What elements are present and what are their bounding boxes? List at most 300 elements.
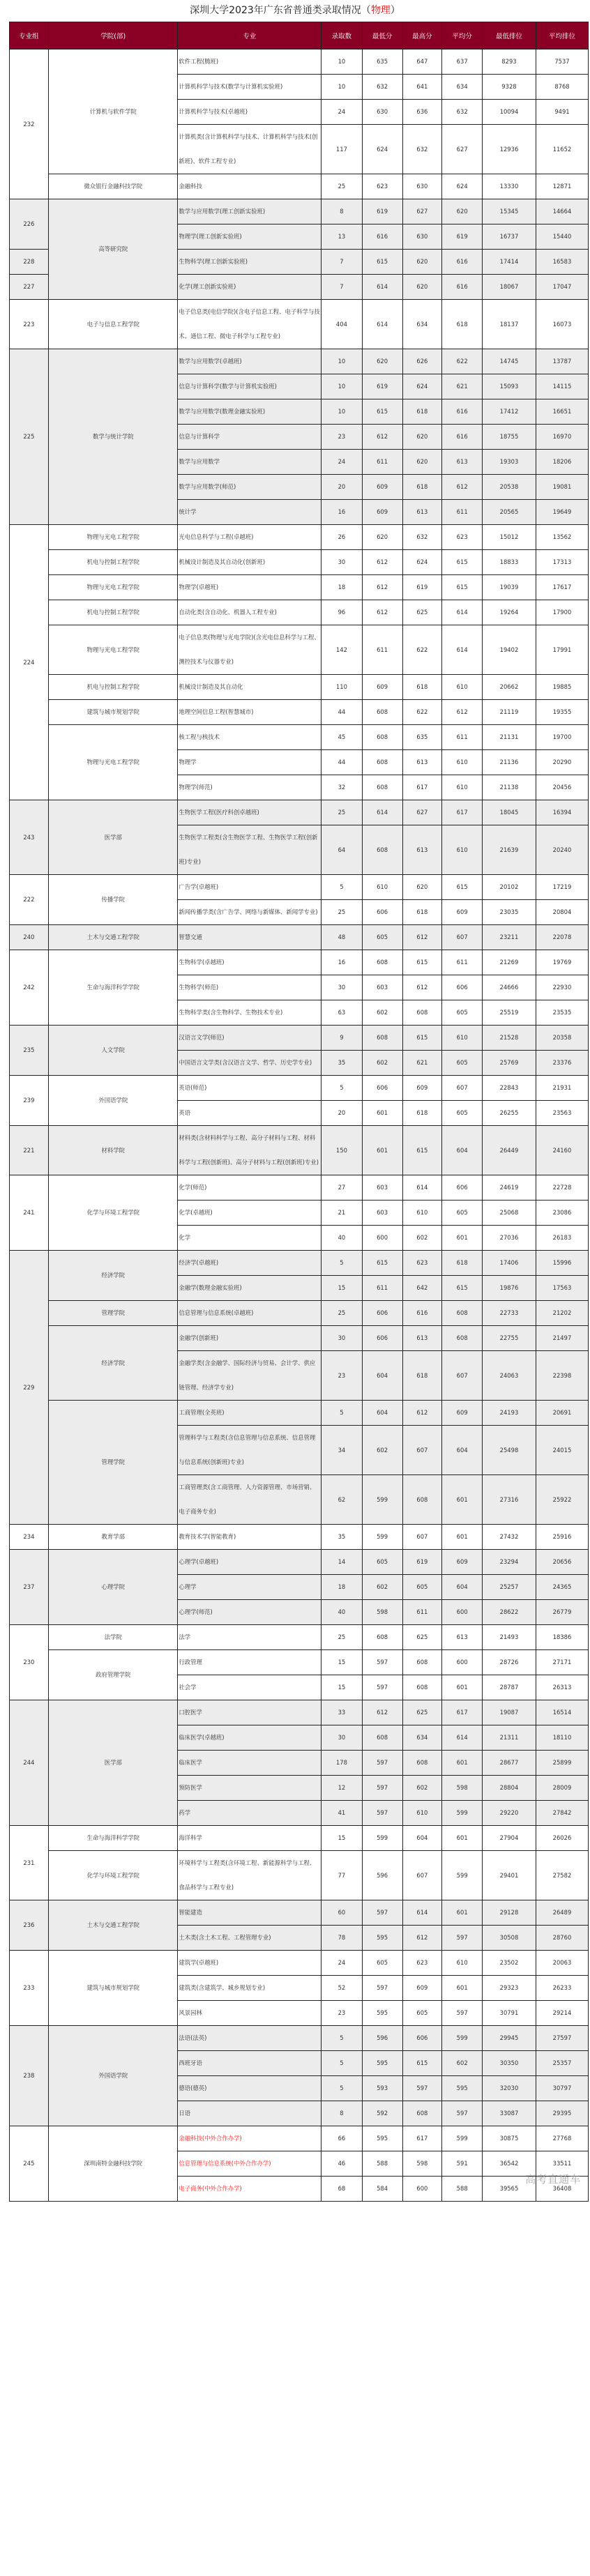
- max-score: 617: [402, 2126, 441, 2151]
- min-score: 606: [362, 1076, 402, 1101]
- min-rank: 21269: [483, 950, 536, 975]
- avg-score: 617: [442, 1700, 483, 1725]
- avg-rank: 27768: [536, 2126, 589, 2151]
- max-score: 616: [402, 1301, 441, 1326]
- min-score: 608: [362, 700, 402, 725]
- avg-score: 601: [442, 1976, 483, 2001]
- avg-score: 599: [442, 2026, 483, 2051]
- group-code: 233: [9, 1951, 48, 2026]
- max-score: 618: [402, 475, 441, 500]
- min-score: 614: [362, 300, 402, 349]
- college-name: 计算机与软件学院: [49, 49, 178, 174]
- min-rank: 30350: [483, 2051, 536, 2076]
- avg-rank: 27842: [536, 1801, 589, 1826]
- min-rank: 27432: [483, 1525, 536, 1550]
- min-score: 605: [362, 925, 402, 950]
- avg-score: 598: [442, 1776, 483, 1801]
- min-score: 608: [362, 725, 402, 750]
- min-score: 595: [362, 2001, 402, 2026]
- group-code: 224: [9, 525, 48, 800]
- min-rank: 10094: [483, 100, 536, 125]
- min-score: 609: [362, 475, 402, 500]
- major-name: 风景园林: [178, 2001, 322, 2026]
- group-code: 240: [9, 925, 48, 950]
- header-max-score: 最高分: [402, 22, 441, 49]
- admitted-count: 34: [322, 1426, 362, 1475]
- max-score: 607: [402, 1851, 441, 1900]
- admitted-count: 35: [322, 1051, 362, 1076]
- min-rank: 9328: [483, 75, 536, 100]
- header-avg-rank: 平均排位: [536, 22, 589, 49]
- min-score: 611: [362, 625, 402, 675]
- max-score: 618: [402, 675, 441, 700]
- college-name: 心理学院: [49, 1550, 178, 1625]
- avg-rank: 24365: [536, 1575, 589, 1600]
- min-score: 597: [362, 1776, 402, 1801]
- header-admitted: 录取数: [322, 22, 362, 49]
- avg-rank: 19081: [536, 475, 589, 500]
- min-score: 597: [362, 1976, 402, 2001]
- min-score: 603: [362, 1175, 402, 1201]
- admitted-count: 10: [322, 349, 362, 374]
- admitted-count: 45: [322, 725, 362, 750]
- avg-score: 615: [442, 550, 483, 575]
- min-rank: 27904: [483, 1826, 536, 1851]
- admitted-count: 40: [322, 1226, 362, 1251]
- avg-rank: 13787: [536, 349, 589, 374]
- group-code: 241: [9, 1175, 48, 1251]
- min-rank: 20102: [483, 875, 536, 900]
- max-score: 606: [402, 2026, 441, 2051]
- max-score: 608: [402, 1751, 441, 1776]
- avg-rank: 29395: [536, 2101, 589, 2126]
- min-score: 599: [362, 1475, 402, 1525]
- admitted-count: 7: [322, 275, 362, 300]
- max-score: 620: [402, 275, 441, 300]
- min-score: 588: [362, 2151, 402, 2177]
- avg-score: 632: [442, 100, 483, 125]
- min-rank: 15093: [483, 374, 536, 399]
- max-score: 618: [402, 900, 441, 925]
- min-score: 605: [362, 1951, 402, 1976]
- major-name: 数学与应用数学(理工创新实验班): [178, 199, 322, 224]
- table-row: [9, 1401, 589, 1426]
- major-name: 智慧交通: [178, 925, 322, 950]
- college-name: 电子与信息工程学院: [49, 300, 178, 349]
- avg-score: 609: [442, 1550, 483, 1575]
- min-score: 608: [362, 950, 402, 975]
- college-name: 化学与环境工程学院: [49, 1851, 178, 1900]
- max-score: 608: [402, 1650, 441, 1675]
- major-name: 生物科学类(含生物科学、生物技术专业): [178, 1000, 322, 1026]
- admitted-count: 23: [322, 2001, 362, 2026]
- min-score: 603: [362, 1201, 402, 1226]
- admitted-count: 10: [322, 374, 362, 399]
- admitted-count: 41: [322, 1801, 362, 1826]
- major-name: 自动化类(含自动化、机器人工程专业): [178, 600, 322, 625]
- max-score: 615: [402, 1126, 441, 1175]
- college-name: 化学与环境工程学院: [49, 1175, 178, 1251]
- major-name: 生物医学工程(医疗科创卓越班): [178, 800, 322, 825]
- avg-score: 621: [442, 374, 483, 399]
- major-name: 法学: [178, 1625, 322, 1650]
- major-name: 新闻传播学类(含广告学、网络与新媒体、新闻学专业): [178, 900, 322, 925]
- min-rank: 28804: [483, 1776, 536, 1801]
- group-code: 243: [9, 800, 48, 875]
- major-name: 数学与应用数学(数理金融实验班): [178, 399, 322, 425]
- table-row: [9, 1076, 589, 1101]
- min-score: 602: [362, 1051, 402, 1076]
- min-score: 623: [362, 174, 402, 199]
- major-name: 汉语言文学(师范): [178, 1026, 322, 1051]
- avg-rank: 25899: [536, 1751, 589, 1776]
- max-score: 620: [402, 425, 441, 450]
- min-rank: 27036: [483, 1226, 536, 1251]
- college-name: 机电与控制工程学院: [49, 600, 178, 625]
- avg-score: 616: [442, 425, 483, 450]
- min-rank: 21136: [483, 750, 536, 775]
- avg-score: 614: [442, 1725, 483, 1751]
- max-score: 617: [402, 775, 441, 800]
- max-score: 635: [402, 725, 441, 750]
- avg-rank: 25916: [536, 1525, 589, 1550]
- avg-score: 610: [442, 750, 483, 775]
- table-row: [9, 2126, 589, 2151]
- min-score: 601: [362, 1126, 402, 1175]
- avg-rank: 18110: [536, 1725, 589, 1751]
- min-rank: 18067: [483, 275, 536, 300]
- major-name: 电子信息类(电信学院)(含电子信息工程、电子科学与技术、通信工程、微电子科学与工程专业): [178, 300, 322, 349]
- min-rank: 24666: [483, 975, 536, 1000]
- admitted-count: 10: [322, 399, 362, 425]
- group-code: 226: [9, 199, 48, 250]
- min-rank: 19087: [483, 1700, 536, 1725]
- max-score: 622: [402, 700, 441, 725]
- max-score: 597: [402, 2076, 441, 2101]
- min-rank: 33087: [483, 2101, 536, 2126]
- max-score: 607: [402, 1525, 441, 1550]
- max-score: 614: [402, 1900, 441, 1926]
- admitted-count: 40: [322, 1600, 362, 1625]
- avg-rank: 26233: [536, 1976, 589, 2001]
- max-score: 647: [402, 49, 441, 75]
- max-score: 618: [402, 1351, 441, 1401]
- max-score: 625: [402, 1700, 441, 1725]
- admitted-count: 20: [322, 475, 362, 500]
- avg-rank: 19649: [536, 500, 589, 525]
- admitted-count: 13: [322, 224, 362, 250]
- min-rank: 28677: [483, 1751, 536, 1776]
- table-row: [9, 1026, 589, 1051]
- table-row: [9, 300, 589, 349]
- avg-rank: 25357: [536, 2051, 589, 2076]
- admitted-count: 7: [322, 250, 362, 275]
- min-score: 601: [362, 1101, 402, 1126]
- avg-score: 607: [442, 1351, 483, 1401]
- avg-score: 608: [442, 1301, 483, 1326]
- avg-rank: 7537: [536, 49, 589, 75]
- college-name: 政府管理学院: [49, 1650, 178, 1700]
- admitted-count: 5: [322, 1251, 362, 1276]
- college-name: 建筑与城市规划学院: [49, 1951, 178, 2026]
- admitted-count: 30: [322, 550, 362, 575]
- group-code: 244: [9, 1700, 48, 1826]
- min-score: 612: [362, 550, 402, 575]
- max-score: 612: [402, 1926, 441, 1951]
- college-name: 土木与交通工程学院: [49, 925, 178, 950]
- avg-rank: 13562: [536, 525, 589, 550]
- max-score: 600: [402, 2177, 441, 2202]
- college-name: 物理与光电工程学院: [49, 725, 178, 800]
- table-row: [9, 1700, 589, 1725]
- min-score: 614: [362, 800, 402, 825]
- max-score: 610: [402, 1201, 441, 1226]
- avg-rank: 26183: [536, 1226, 589, 1251]
- avg-rank: 26026: [536, 1826, 589, 1851]
- title-end: ）: [390, 5, 400, 16]
- avg-score: 613: [442, 450, 483, 475]
- avg-rank: 20656: [536, 1550, 589, 1575]
- avg-score: 604: [442, 1426, 483, 1475]
- min-score: 632: [362, 75, 402, 100]
- admitted-count: 33: [322, 1700, 362, 1725]
- major-name: 统计学: [178, 500, 322, 525]
- major-name: 光电信息科学与工程(卓越班): [178, 525, 322, 550]
- max-score: 627: [402, 800, 441, 825]
- table-row: [9, 1126, 589, 1175]
- avg-rank: 28760: [536, 1926, 589, 1951]
- avg-score: 591: [442, 2151, 483, 2177]
- major-name: 数学与应用数学(师范): [178, 475, 322, 500]
- avg-score: 615: [442, 875, 483, 900]
- max-score: 630: [402, 174, 441, 199]
- header-min-rank: 最低排位: [483, 22, 536, 49]
- avg-score: 595: [442, 2076, 483, 2101]
- avg-rank: 21202: [536, 1301, 589, 1326]
- min-score: 620: [362, 525, 402, 550]
- min-score: 611: [362, 450, 402, 475]
- major-name: 环境科学与工程类(含环境工程、新能源科学与工程、食品科学与工程专业): [178, 1851, 322, 1900]
- admitted-count: 117: [322, 125, 362, 174]
- max-score: 618: [402, 1101, 441, 1126]
- group-code: 242: [9, 950, 48, 1026]
- min-score: 605: [362, 1550, 402, 1575]
- avg-score: 601: [442, 1525, 483, 1550]
- admitted-count: 15: [322, 1276, 362, 1301]
- admitted-count: 24: [322, 1951, 362, 1976]
- avg-rank: 26313: [536, 1675, 589, 1700]
- group-code: 232: [9, 49, 48, 199]
- min-score: 612: [362, 600, 402, 625]
- admitted-count: 26: [322, 525, 362, 550]
- major-name: 物理学(理工创新实验班): [178, 224, 322, 250]
- major-name: 金融科技: [178, 174, 322, 199]
- max-score: 609: [402, 1076, 441, 1101]
- min-score: 615: [362, 250, 402, 275]
- max-score: 625: [402, 600, 441, 625]
- max-score: 636: [402, 100, 441, 125]
- avg-score: 618: [442, 300, 483, 349]
- min-rank: 19876: [483, 1276, 536, 1301]
- avg-score: 610: [442, 1951, 483, 1976]
- min-score: 610: [362, 875, 402, 900]
- min-score: 608: [362, 1725, 402, 1751]
- admitted-count: 30: [322, 1725, 362, 1751]
- college-name: 外国语学院: [49, 2026, 178, 2126]
- admitted-count: 68: [322, 2177, 362, 2202]
- major-name: 计算机类(含计算机科学与技术、计算机科学与技术(创新班)、软件工程专业): [178, 125, 322, 174]
- avg-score: 597: [442, 1926, 483, 1951]
- max-score: 621: [402, 1051, 441, 1076]
- min-score: 635: [362, 49, 402, 75]
- major-name: 管理科学与工程类(含信息管理与信息系统、信息管理与信息系统(创新班)专业): [178, 1426, 322, 1475]
- college-name: 物理与光电工程学院: [49, 525, 178, 550]
- college-name: 法学院: [49, 1625, 178, 1650]
- avg-rank: 25922: [536, 1475, 589, 1525]
- min-rank: 29323: [483, 1976, 536, 2001]
- min-score: 595: [362, 2051, 402, 2076]
- min-rank: 24063: [483, 1351, 536, 1401]
- avg-score: 613: [442, 1625, 483, 1650]
- max-score: 615: [402, 950, 441, 975]
- min-rank: 21639: [483, 825, 536, 875]
- min-rank: 13330: [483, 174, 536, 199]
- max-score: 610: [402, 1801, 441, 1826]
- min-score: 619: [362, 199, 402, 224]
- avg-rank: 16073: [536, 300, 589, 349]
- avg-rank: 36408: [536, 2177, 589, 2202]
- major-name: 电子信息类(物理与光电学院)(含光电信息科学与工程、测控技术与仪器专业): [178, 625, 322, 675]
- max-score: 620: [402, 450, 441, 475]
- admitted-count: 63: [322, 1000, 362, 1026]
- min-score: 608: [362, 750, 402, 775]
- min-rank: 20538: [483, 475, 536, 500]
- admitted-count: 16: [322, 950, 362, 975]
- avg-score: 615: [442, 575, 483, 600]
- major-name: 信息与计算科学: [178, 425, 322, 450]
- min-score: 596: [362, 2026, 402, 2051]
- avg-score: 606: [442, 1175, 483, 1201]
- college-name: 微众银行金融科技学院: [49, 174, 178, 199]
- min-rank: 25068: [483, 1201, 536, 1226]
- major-name: 化学(卓越班): [178, 1201, 322, 1226]
- avg-score: 599: [442, 1851, 483, 1900]
- avg-rank: 18206: [536, 450, 589, 475]
- group-code: 231: [9, 1826, 48, 1900]
- min-score: 620: [362, 349, 402, 374]
- min-rank: 29401: [483, 1851, 536, 1900]
- avg-score: 605: [442, 1000, 483, 1026]
- admitted-count: 20: [322, 1101, 362, 1126]
- avg-rank: 14664: [536, 199, 589, 224]
- avg-rank: 15996: [536, 1251, 589, 1276]
- major-name: 口腔医学: [178, 1700, 322, 1725]
- avg-score: 616: [442, 275, 483, 300]
- admitted-count: 27: [322, 1175, 362, 1201]
- admitted-count: 10: [322, 75, 362, 100]
- admitted-count: 21: [322, 1201, 362, 1226]
- college-name: 机电与控制工程学院: [49, 550, 178, 575]
- admitted-count: 18: [322, 575, 362, 600]
- college-name: 深圳南特金融科技学院: [49, 2126, 178, 2202]
- min-score: 615: [362, 1251, 402, 1276]
- college-name: 管理学院: [49, 1301, 178, 1326]
- max-score: 611: [402, 1600, 441, 1625]
- group-code: 237: [9, 1550, 48, 1625]
- min-score: 603: [362, 975, 402, 1000]
- min-score: 602: [362, 1426, 402, 1475]
- table-row: [9, 675, 589, 700]
- avg-score: 627: [442, 125, 483, 174]
- major-name: 心理学: [178, 1575, 322, 1600]
- avg-score: 614: [442, 600, 483, 625]
- admitted-count: 8: [322, 2101, 362, 2126]
- avg-rank: 8768: [536, 75, 589, 100]
- table-row: [9, 174, 589, 199]
- avg-rank: 27597: [536, 2026, 589, 2051]
- avg-score: 604: [442, 1126, 483, 1175]
- min-rank: 29945: [483, 2026, 536, 2051]
- avg-score: 605: [442, 1051, 483, 1076]
- major-name: 金融学类(含金融学、国际经济与贸易、会计学、供应链管理、经济学专业): [178, 1351, 322, 1401]
- max-score: 609: [402, 1976, 441, 2001]
- min-score: 606: [362, 1326, 402, 1351]
- admitted-count: 10: [322, 49, 362, 75]
- table-row: [9, 1326, 589, 1351]
- avg-rank: 20063: [536, 1951, 589, 1976]
- avg-rank: 23376: [536, 1051, 589, 1076]
- min-rank: 36542: [483, 2151, 536, 2177]
- college-name: 物理与光电工程学院: [49, 575, 178, 600]
- major-name: 药学: [178, 1801, 322, 1826]
- avg-score: 601: [442, 1226, 483, 1251]
- table-row: [9, 199, 589, 224]
- admitted-count: 18: [322, 1575, 362, 1600]
- avg-score: 607: [442, 925, 483, 950]
- avg-score: 601: [442, 1826, 483, 1851]
- max-score: 607: [402, 1426, 441, 1475]
- avg-rank: 20358: [536, 1026, 589, 1051]
- min-score: 597: [362, 1751, 402, 1776]
- admitted-count: 30: [322, 975, 362, 1000]
- avg-rank: 12871: [536, 174, 589, 199]
- table-row: [9, 950, 589, 975]
- max-score: 613: [402, 750, 441, 775]
- avg-rank: 26489: [536, 1900, 589, 1926]
- min-score: 597: [362, 1900, 402, 1926]
- admitted-count: 66: [322, 2126, 362, 2151]
- major-name: 化学(师范): [178, 1175, 322, 1201]
- avg-score: 601: [442, 1900, 483, 1926]
- avg-rank: 11652: [536, 125, 589, 174]
- avg-rank: 17563: [536, 1276, 589, 1301]
- admitted-count: 23: [322, 1351, 362, 1401]
- min-rank: 28726: [483, 1650, 536, 1675]
- min-score: 604: [362, 1401, 402, 1426]
- major-name: 地理空间信息工程(智慧城市): [178, 700, 322, 725]
- min-score: 599: [362, 1525, 402, 1550]
- major-name: 物理学(卓越班): [178, 575, 322, 600]
- college-name: 医学部: [49, 800, 178, 875]
- avg-score: 588: [442, 2177, 483, 2202]
- max-score: 604: [402, 1826, 441, 1851]
- avg-rank: 17617: [536, 575, 589, 600]
- avg-score: 605: [442, 1201, 483, 1226]
- avg-score: 618: [442, 1251, 483, 1276]
- table-row: [9, 1826, 589, 1851]
- avg-rank: 22078: [536, 925, 589, 950]
- major-name: 机械设计制造及其自动化: [178, 675, 322, 700]
